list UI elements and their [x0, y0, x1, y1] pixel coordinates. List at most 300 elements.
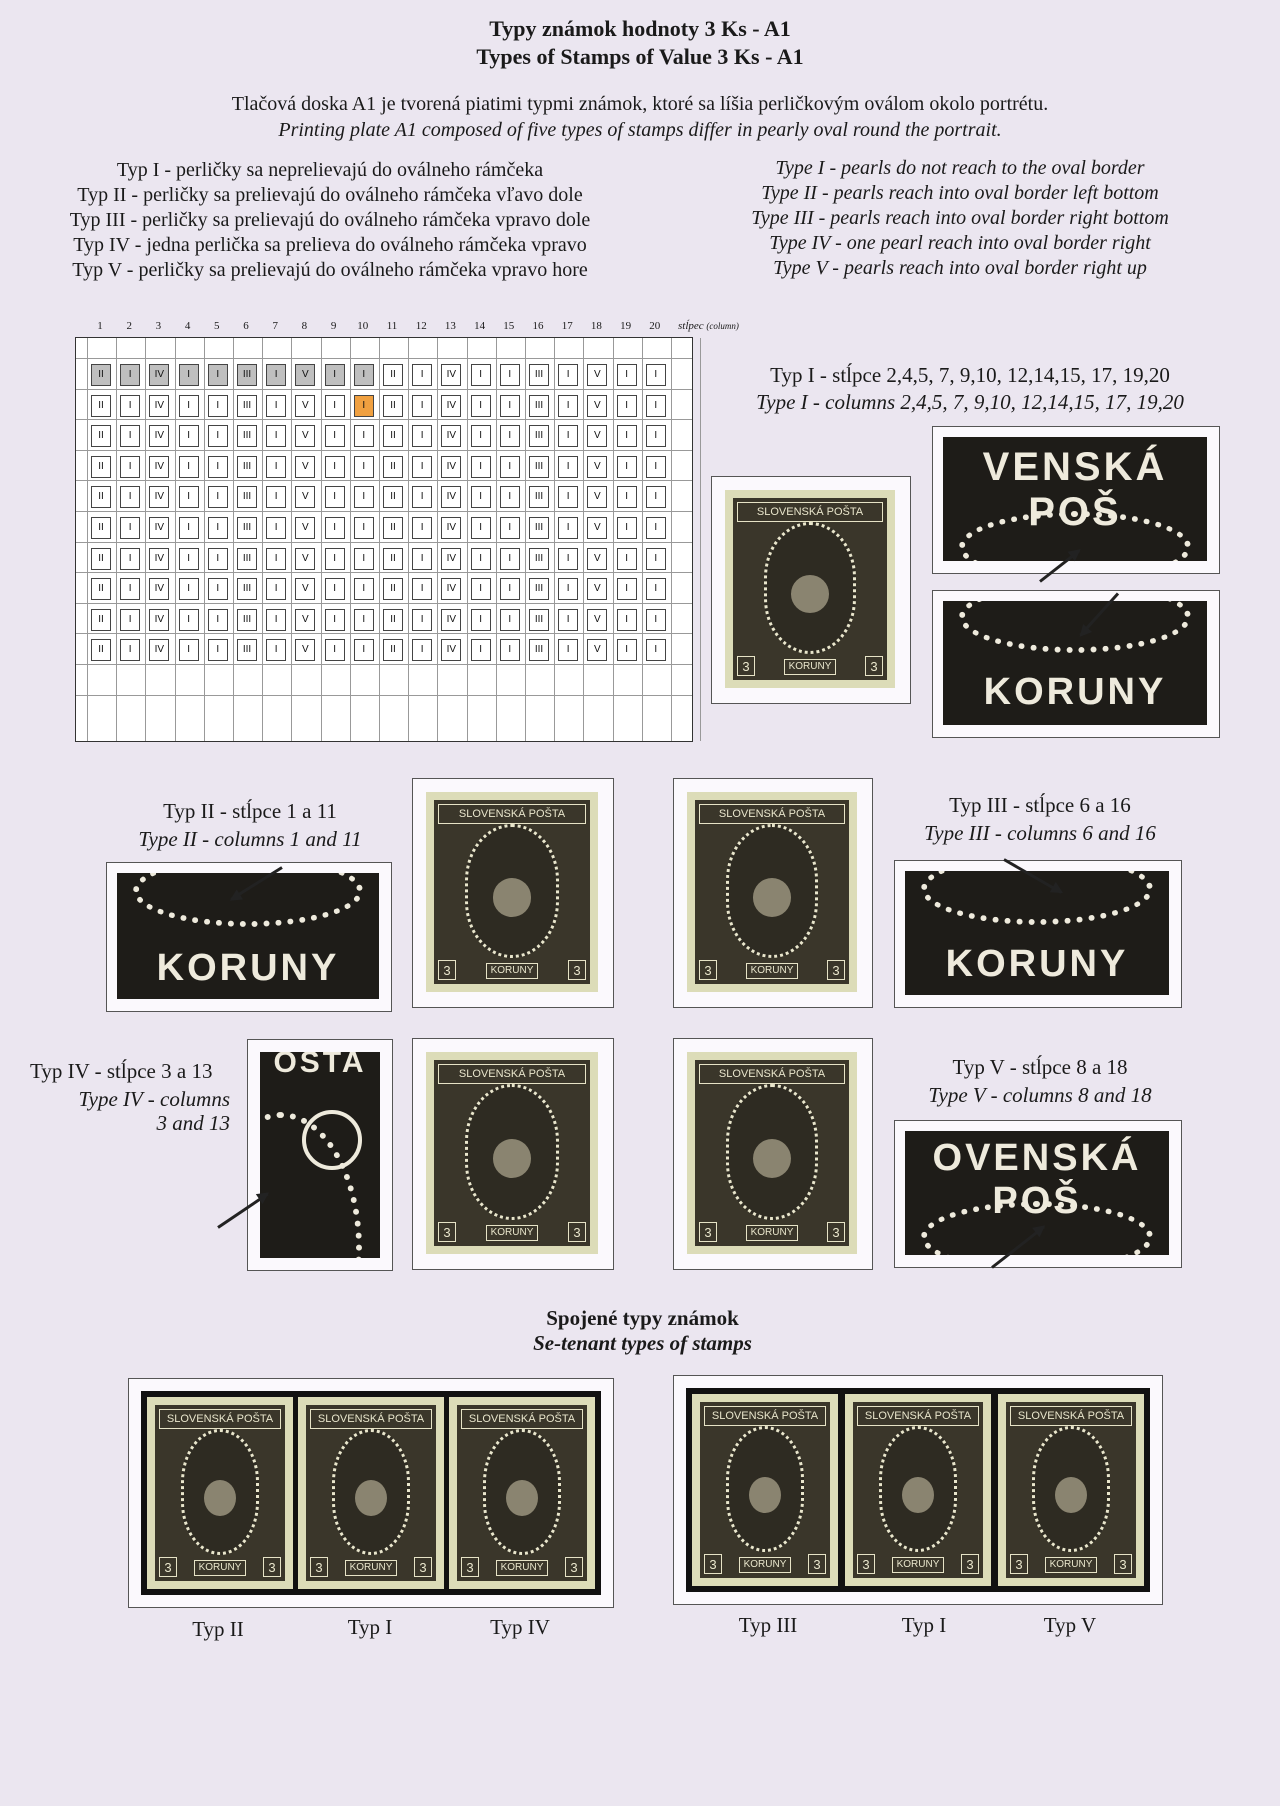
stamp-currency: KORUNY: [194, 1560, 247, 1576]
grid-cell: I: [179, 425, 199, 447]
stamp-top-text: SLOVENSKÁ POŠTA: [159, 1409, 281, 1429]
grid-cell: III: [529, 578, 549, 600]
stamp-currency: KORUNY: [486, 1225, 539, 1241]
column-label-sk: stĺpec: [678, 320, 704, 332]
grid-cell: IV: [441, 395, 461, 417]
crop-bottom-text: KORUNY: [983, 671, 1167, 713]
grid-cell: III: [237, 364, 257, 386]
column-number: 6: [243, 320, 249, 332]
type-en-line: Type III - pearls reach into oval border right bottom: [751, 207, 1169, 229]
pearl-oval: [879, 1426, 957, 1552]
setenant-left-strip: [141, 1391, 601, 1595]
crop-top-image: [943, 437, 1207, 561]
portrait-icon: [493, 878, 532, 916]
grid-tick: [116, 338, 117, 741]
grid-cell: I: [558, 364, 578, 386]
grid-cell: I: [354, 517, 374, 539]
column-number: 12: [415, 320, 427, 332]
setenant-en: Se-tenant types of stamps: [533, 1331, 752, 1355]
type4-en2: 3 and 13: [156, 1111, 230, 1135]
grid-cell: I: [412, 395, 432, 417]
grid-cell: I: [179, 578, 199, 600]
stamp-design: [695, 800, 849, 984]
grid-cell: II: [91, 639, 111, 661]
stamp-top-text: SLOVENSKÁ POŠTA: [737, 502, 883, 522]
grid-cell: I: [325, 548, 345, 570]
grid-tick: [175, 338, 176, 741]
types-en-list: [680, 156, 1240, 281]
type-en-line: Type IV - one pearl reach into oval border right: [769, 232, 1151, 254]
grid-cell: I: [412, 548, 432, 570]
type-sk-line: Typ IV - jedna perlička sa prelieva do oválneho rámčeka vpravo: [73, 234, 587, 256]
grid-cell: IV: [149, 517, 169, 539]
grid-cell: I: [500, 548, 520, 570]
stamp-design: [434, 1060, 590, 1246]
stamp-value-bar: [438, 960, 586, 980]
grid-cell: IV: [149, 395, 169, 417]
grid-cell: I: [558, 639, 578, 661]
grid-tick: [87, 338, 88, 741]
grid-cell: I: [617, 486, 637, 508]
grid-cell: I: [354, 639, 374, 661]
pearl-oval: [133, 873, 364, 927]
stamp-top-text: SLOVENSKÁ POŠTA: [699, 1064, 845, 1084]
grid-tick: [76, 450, 692, 451]
column-number: 10: [357, 320, 369, 332]
grid-cell: I: [646, 364, 666, 386]
grid-cell: II: [91, 395, 111, 417]
stamp-image: [845, 1394, 991, 1586]
grid-cell: I: [120, 609, 140, 631]
grid-cell: I: [471, 639, 491, 661]
plate-grid: [75, 337, 693, 742]
stamp-top-text: SLOVENSKÁ POŠTA: [857, 1406, 979, 1426]
grid-cell: II: [383, 486, 403, 508]
stamp-top-text: SLOVENSKÁ POŠTA: [461, 1409, 583, 1429]
stamp-value: 3: [857, 1554, 875, 1574]
grid-cell: I: [471, 609, 491, 631]
grid-cell: V: [295, 395, 315, 417]
type2-sk: Typ II - stĺpce 1 a 11: [163, 799, 337, 823]
column-number: 17: [561, 320, 573, 332]
grid-tick: [76, 511, 692, 512]
stamp-value-bar: [699, 1222, 845, 1242]
column-number: 3: [155, 320, 162, 332]
stamp-value: 3: [568, 960, 586, 980]
stamp-value-bar: [737, 656, 883, 676]
grid-cell: V: [295, 425, 315, 447]
grid-cell: IV: [149, 609, 169, 631]
grid-cell: III: [529, 486, 549, 508]
column-number: 2: [126, 320, 132, 332]
grid-cell: I: [646, 609, 666, 631]
grid-cell: I: [179, 364, 199, 386]
grid-cell: V: [295, 639, 315, 661]
pearl-oval: [465, 824, 559, 958]
grid-tick: [76, 664, 692, 665]
pearl-oval: [181, 1429, 259, 1555]
grid-cell: II: [383, 517, 403, 539]
stamp-design: [306, 1405, 436, 1581]
grid-cell: V: [295, 486, 315, 508]
grid-cell: IV: [441, 486, 461, 508]
grid-cell: I: [325, 456, 345, 478]
grid-cell: II: [91, 517, 111, 539]
stamp-value: 3: [808, 1554, 826, 1574]
grid-cell: II: [91, 548, 111, 570]
grid-tick: [233, 338, 234, 741]
stamp-value: 3: [1010, 1554, 1028, 1574]
stamp-top-text: SLOVENSKÁ POŠTA: [1010, 1406, 1132, 1426]
grid-cell: V: [587, 609, 607, 631]
portrait-icon: [753, 878, 791, 916]
stamp-currency: KORUNY: [892, 1557, 945, 1573]
grid-cell: I: [646, 456, 666, 478]
grid-cell: I: [179, 486, 199, 508]
grid-cell: I: [617, 609, 637, 631]
grid-cell: II: [91, 609, 111, 631]
stamp-value-bar: [159, 1557, 281, 1577]
stamp-top-text: SLOVENSKÁ POŠTA: [438, 1064, 586, 1084]
stamp-value-bar: [1010, 1554, 1132, 1574]
grid-cell: III: [529, 395, 549, 417]
grid-cell: I: [325, 578, 345, 600]
grid-cell: V: [295, 609, 315, 631]
grid-cell: I: [558, 609, 578, 631]
grid-tick: [525, 338, 526, 741]
grid-cell: I: [471, 486, 491, 508]
grid-cell: I: [500, 578, 520, 600]
stamp-value: 3: [568, 1222, 586, 1242]
setenant-left-label: Typ II: [192, 1617, 244, 1641]
stamp-design: [457, 1405, 587, 1581]
portrait-icon: [749, 1477, 781, 1513]
pearl-oval: [764, 522, 856, 654]
grid-cell: IV: [149, 578, 169, 600]
grid-tick: [145, 338, 146, 741]
stamp-value: 3: [461, 1557, 479, 1577]
type2-stamp-frame: [412, 778, 614, 1008]
stamp-currency: KORUNY: [486, 963, 539, 979]
grid-cell: III: [529, 609, 549, 631]
type-sk-line: Typ II - perličky sa prelievajú do oválneho rámčeka vľavo dole: [77, 184, 583, 206]
grid-cell: IV: [441, 425, 461, 447]
column-number: 18: [590, 320, 602, 332]
stamp-value: 3: [310, 1557, 328, 1577]
stamp-value: 3: [414, 1557, 432, 1577]
grid-cell: II: [91, 486, 111, 508]
grid-cell: II: [383, 578, 403, 600]
column-number: 5: [214, 320, 220, 332]
stamp-design: [733, 498, 887, 680]
grid-cell: I: [558, 486, 578, 508]
grid-cell: IV: [149, 486, 169, 508]
grid-cell: V: [295, 517, 315, 539]
grid-cell: I: [558, 456, 578, 478]
grid-cell: V: [587, 364, 607, 386]
grid-cell: I: [558, 425, 578, 447]
column-number: 8: [301, 320, 308, 332]
type4-sk: Typ IV - stĺpce 3 a 13: [30, 1059, 213, 1083]
setenant-right-frame: [673, 1375, 1163, 1605]
grid-tick: [76, 358, 692, 359]
pearl-oval: [1032, 1426, 1110, 1552]
grid-cell: I: [558, 548, 578, 570]
grid-cell: I: [617, 578, 637, 600]
grid-cell: V: [295, 364, 315, 386]
type1-en: Type I - columns 2,4,5, 7, 9,10, 12,14,15, 17, 19,20: [756, 390, 1184, 414]
pearl-oval: [483, 1429, 561, 1555]
portrait-icon: [791, 575, 829, 613]
grid-cell: V: [587, 517, 607, 539]
grid-cell: III: [237, 609, 257, 631]
portrait-icon: [355, 1480, 387, 1516]
grid-cell: I: [412, 486, 432, 508]
grid-cell: I: [412, 609, 432, 631]
grid-cell: I: [646, 578, 666, 600]
grid-cell: I: [120, 578, 140, 600]
grid-cell: I: [354, 578, 374, 600]
grid-cell: I: [412, 639, 432, 661]
grid-cell: III: [529, 517, 549, 539]
grid-cell: I: [179, 456, 199, 478]
pearl-oval: [726, 824, 818, 958]
grid-cell: I: [179, 548, 199, 570]
grid-cell: I: [208, 486, 228, 508]
column-label-en: (column): [706, 321, 739, 331]
grid-cell: I: [412, 364, 432, 386]
grid-cell: IV: [149, 548, 169, 570]
stamp-currency: KORUNY: [1045, 1557, 1098, 1573]
title-en: Types of Stamps of Value 3 Ks - A1: [476, 44, 804, 69]
stamp-value: 3: [1114, 1554, 1132, 1574]
grid-cell: I: [120, 639, 140, 661]
grid-tick: [76, 480, 692, 481]
grid-cell: V: [587, 548, 607, 570]
grid-cell: I: [646, 517, 666, 539]
grid-cell: I: [120, 456, 140, 478]
grid-cell: I: [120, 425, 140, 447]
grid-cell: I: [500, 486, 520, 508]
grid-cell: I: [617, 517, 637, 539]
grid-cell: III: [529, 425, 549, 447]
grid-cell: I: [412, 456, 432, 478]
type2-crop-frame: [106, 862, 392, 1012]
type-en-line: Type V - pearls reach into oval border right up: [773, 257, 1147, 279]
grid-cell: V: [295, 578, 315, 600]
grid-cell: I: [471, 364, 491, 386]
grid-cell: I: [412, 578, 432, 600]
type3-stamp-frame: [673, 778, 873, 1008]
stamp-top-text: SLOVENSKÁ POŠTA: [699, 804, 845, 824]
grid-cell: I: [208, 578, 228, 600]
grid-cell: IV: [441, 609, 461, 631]
grid-cell: III: [237, 517, 257, 539]
grid-cell: I: [208, 639, 228, 661]
grid-cell: V: [295, 456, 315, 478]
column-number: 14: [474, 320, 486, 332]
stamp-currency: KORUNY: [746, 963, 799, 979]
grid-cell: I: [266, 639, 286, 661]
crop-bottom-image: [117, 873, 379, 999]
title-sk: Typy známok hodnoty 3 Ks - A1: [489, 16, 791, 41]
grid-cell: I: [325, 425, 345, 447]
types-sk-list: [20, 158, 640, 283]
type5-crop-frame: [894, 1120, 1182, 1268]
grid-tick: [262, 338, 263, 741]
grid-cell: II: [383, 425, 403, 447]
grid-cell: V: [587, 639, 607, 661]
stamp-design: [700, 1402, 830, 1578]
grid-tick: [350, 338, 351, 741]
portrait-icon: [204, 1480, 236, 1516]
grid-cell: I: [646, 548, 666, 570]
grid-cell: I: [120, 517, 140, 539]
grid-tick: [613, 338, 614, 741]
grid-cell: IV: [441, 548, 461, 570]
grid-cell: I: [558, 578, 578, 600]
grid-cell: I: [471, 517, 491, 539]
column-number: 7: [272, 320, 278, 332]
stamp-image: [298, 1397, 444, 1589]
grid-cell: I: [266, 517, 286, 539]
grid-cell: I: [266, 364, 286, 386]
grid-cell: I: [266, 395, 286, 417]
grid-cell: III: [529, 456, 549, 478]
grid-cell: I: [208, 609, 228, 631]
stamp-value: 3: [704, 1554, 722, 1574]
stamp-value-bar: [704, 1554, 826, 1574]
grid-tick: [76, 419, 692, 420]
grid-cell: I: [354, 456, 374, 478]
grid-tick: [76, 695, 692, 696]
portrait-icon: [506, 1480, 538, 1516]
grid-cell: II: [91, 425, 111, 447]
crop-side-text: OSTA: [273, 1052, 367, 1079]
stamp-image: [998, 1394, 1144, 1586]
stamp-currency: KORUNY: [746, 1225, 799, 1241]
grid-cell: I: [208, 395, 228, 417]
stamp-value-bar: [438, 1222, 586, 1242]
stamp-value: 3: [827, 1222, 845, 1242]
stamp-image: [692, 1394, 838, 1586]
grid-cell: I: [120, 486, 140, 508]
grid-tick: [496, 338, 497, 741]
setenant-right-strip: [686, 1388, 1150, 1592]
type-sk-line: Typ III - perličky sa prelievajú do oválneho rámčeka vpravo dole: [69, 209, 591, 231]
stamp-value: 3: [699, 1222, 717, 1242]
grid-cell: V: [587, 425, 607, 447]
stamp-value-bar: [857, 1554, 979, 1574]
stamp-top-text: SLOVENSKÁ POŠTA: [310, 1409, 432, 1429]
grid-cell: I: [325, 395, 345, 417]
grid-cell: I: [179, 609, 199, 631]
grid-cell: I: [325, 609, 345, 631]
grid-cell: I: [500, 456, 520, 478]
grid-cell: V: [587, 456, 607, 478]
grid-tick: [554, 338, 555, 741]
pearl-oval: [726, 1084, 818, 1220]
grid-cell: IV: [441, 517, 461, 539]
grid-cell: I: [646, 639, 666, 661]
stamp-top-text: SLOVENSKÁ POŠTA: [438, 804, 586, 824]
type3-en: Type III - columns 6 and 16: [924, 821, 1156, 845]
stamp-image: [449, 1397, 595, 1589]
grid-cell: II: [91, 456, 111, 478]
grid-cell: I: [266, 456, 286, 478]
stamp-design: [155, 1405, 285, 1581]
grid-tick: [583, 338, 584, 741]
grid-tick: [76, 633, 692, 634]
type4-en1: Type IV - columns: [78, 1087, 230, 1111]
type5-stamp-frame: [673, 1038, 873, 1270]
grid-cell: I: [500, 609, 520, 631]
grid-cell: I: [325, 486, 345, 508]
stamp-top-text: SLOVENSKÁ POŠTA: [704, 1406, 826, 1426]
grid-cell: I: [325, 517, 345, 539]
grid-cell: I: [471, 425, 491, 447]
grid-cell: I: [500, 425, 520, 447]
stamp-image: [687, 792, 857, 992]
setenant-left-frame: [128, 1378, 614, 1608]
stamp-design: [695, 1060, 849, 1246]
type5-en: Type V - columns 8 and 18: [928, 1083, 1152, 1107]
crop-side-image: [260, 1052, 380, 1258]
grid-cell: III: [237, 578, 257, 600]
grid-tick: [467, 338, 468, 741]
grid-cell: V: [295, 548, 315, 570]
stamp-value: 3: [438, 960, 456, 980]
grid-cell: I: [266, 425, 286, 447]
grid-cell: IV: [149, 425, 169, 447]
grid-cell: II: [383, 364, 403, 386]
grid-cell: I: [325, 364, 345, 386]
crop-top-text: OVENSKÁ POŠ: [932, 1137, 1142, 1222]
grid-cell: I: [120, 395, 140, 417]
grid-cell: I: [471, 578, 491, 600]
grid-cell: I: [412, 517, 432, 539]
stamp-image: [687, 1052, 857, 1254]
type3-crop-frame: [894, 860, 1182, 1008]
grid-cell: II: [383, 395, 403, 417]
crop-top-text: VENSKÁ POŠ: [982, 445, 1168, 534]
stamp-image: [426, 792, 598, 992]
stamp-currency: KORUNY: [345, 1560, 398, 1576]
grid-tick: [437, 338, 438, 741]
grid-cell: IV: [149, 456, 169, 478]
grid-tick: [321, 338, 322, 741]
type1-sk: Typ I - stĺpce 2,4,5, 7, 9,10, 12,14,15, 17, 19,20: [770, 363, 1170, 387]
grid-tick: [408, 338, 409, 741]
stamp-design: [853, 1402, 983, 1578]
crop-bottom-text: KORUNY: [945, 943, 1129, 985]
grid-cell: I: [179, 639, 199, 661]
grid-cell: I: [354, 548, 374, 570]
stamp-currency: KORUNY: [784, 659, 837, 675]
grid-cell: II: [383, 639, 403, 661]
grid-cell: II: [383, 609, 403, 631]
pearl-oval: [465, 1084, 559, 1220]
grid-cell: I: [208, 364, 228, 386]
grid-cell: V: [587, 395, 607, 417]
type4-stamp-frame: [412, 1038, 614, 1270]
column-label: [678, 320, 739, 332]
grid-tick: [291, 338, 292, 741]
grid-cell: I: [354, 395, 374, 417]
portrait-icon: [753, 1139, 791, 1178]
column-number: 4: [184, 320, 191, 332]
setenant-left-label: Typ I: [347, 1615, 393, 1639]
